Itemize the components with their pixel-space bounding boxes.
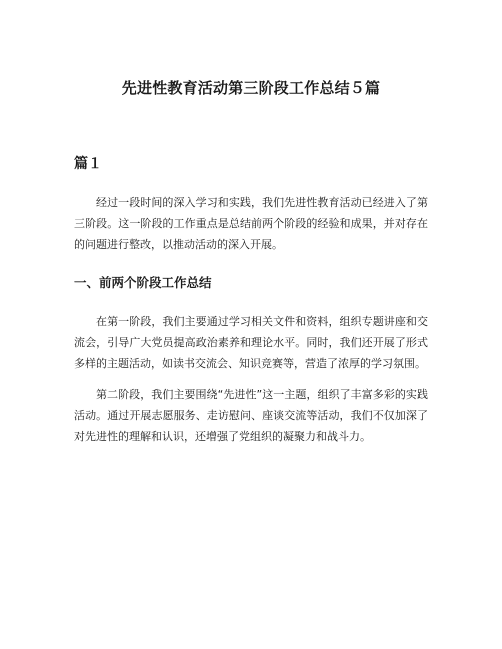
section-heading: 篇１: [74, 156, 102, 172]
document-title: 先进性教育活动第三阶段工作总结５篇: [121, 79, 381, 97]
body-paragraph-2: 第二阶段，我们主要围绕“先进性”这一主题，组织了丰富多彩的实践活动。通过开展志愿服务、走访慰问、座谈交流等活动，我们不仅加深了对先进性的理解和认识，还增强了党组织的凝聚力和战斗力。: [74, 388, 428, 443]
body-paragraph-1: 在第一阶段，我们主要通过学习相关文件和资料，组织专题讲座和交流会，引导广大党员提高政治素养和理论水平。同时，我们还开展了形式多样的主题活动，如读书交流会、知识竞赛等，营造了浓厚的学习氛围。: [74, 315, 428, 370]
subsection-heading: 一、前两个阶段工作总结: [74, 275, 212, 290]
intro-paragraph: 经过一段时间的深入学习和实践，我们先进性教育活动已经进入了第三阶段。这一阶段的工作重点是总结前两个阶段的经验和成果，并对存在的问题进行整改，以推动活动的深入开展。: [74, 196, 428, 251]
